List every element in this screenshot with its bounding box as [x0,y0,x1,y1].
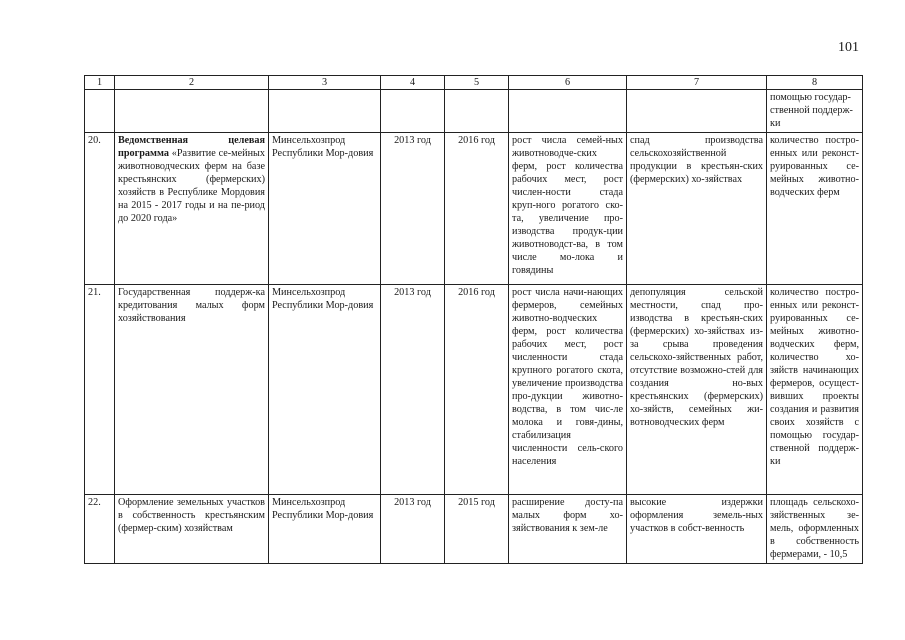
end-year: 2016 год [445,133,509,285]
header-col-4: 4 [381,76,445,90]
program-name [115,495,269,564]
header-row [85,76,863,90]
row-number: 21. [85,285,115,495]
start-year: 2013 год [381,495,445,564]
indicators: площадь сельскохо-зяйственных зе-мель, оформленных в собственность фермерами, - 10,5 [767,495,863,564]
header-col-1: 1 [85,76,115,90]
header-col-6: 6 [509,76,627,90]
page-number: 101 [838,40,859,55]
end-year: 2015 год [445,495,509,564]
executor: Минсельхозпрод Республики Мор-довия [269,285,381,495]
expected-results: рост числа начи-нающих фермеров, семейных животно-водческих ферм, рост количества рабочих мест, рост численности стада крупного рогатого скота, увеличение производства про-дукции животно-водства, в том чис-ле молока и говя-дины, стабилизация численности сель-ского населения [509,285,627,495]
header-col-7: 7 [627,76,767,90]
program-name [115,285,269,495]
program-name-bold: Ведомственная целевая программа [118,135,265,159]
program-name-rest: Государственная поддерж-ка кредитования малых форм хозяйствования [118,287,265,324]
executor: Минсельхозпрод Республики Мор-довия [269,495,381,564]
expected-results: расширение досту-па малых форм хо-зяйствования к зем-ле [509,495,627,564]
indicators: количество постро-енных или реконст-руированных се-мейных животно-водческих ферм [767,133,863,285]
program-name [115,133,269,285]
start-year: 2013 год [381,133,445,285]
row-number: 20. [85,133,115,285]
header-col-8: 8 [767,76,863,90]
end-year: 2016 год [445,285,509,495]
start-year: 2013 год [381,285,445,495]
consequences: депопуляция сельской местности, спад про-изводства в крестьян-ских (фермерских) хо-зяйствах из-за срыва проведения сельскохо-зяйственных работ, отсутствие возможно-стей для создания но-вых крестьянских (фермерских) хо-зяйств, семейных жи-вотноводческих ферм [627,285,767,495]
continuation-row [85,90,863,133]
program-name-rest: Оформление земельных участков в собственность крестьянским (фермер-ским) хозяйствам [118,497,265,534]
header-col-5: 5 [445,76,509,90]
consequences: высокие издержки оформления земель-ных участков в собст-венность [627,495,767,564]
executor: Минсельхозпрод Республики Мор-довия [269,133,381,285]
header-col-2: 2 [115,76,269,90]
row-number: 22. [85,495,115,564]
table-row [85,133,863,285]
table-row [85,495,863,564]
header-col-3: 3 [269,76,381,90]
continuation-indicators: помощью государ- ственной поддерж- ки [767,90,863,133]
consequences: спад производства сельскохозяйственной продукции в крестьян-ских (фермерских) хо-зяйствах [627,133,767,285]
table-row [85,285,863,495]
indicators: количество постро-енных или реконст-руированных се-мейных животно-водческих ферм, количество хо-зяйств начинающих фермеров, осущест-вивших проекты создания и развития своих хозяйств с помощью государ-ственной поддерж-ки [767,285,863,495]
program-table [84,75,863,564]
program-name-rest: «Развитие се-мейных животноводческих ферм на базе крестьянских (фермерских) хозяйств в Республике Мордовия на 2015 - 2017 годы и на пе-риод до 2020 года» [118,148,265,224]
expected-results: рост числа семей-ных животноводче-ских ферм, рост количества рабочих мест, рост числен-ности стада круп-ного рогатого ско-та, увеличение про-изводства продук-ции животноводст-ва, в том числе мо-лока и говядины [509,133,627,285]
